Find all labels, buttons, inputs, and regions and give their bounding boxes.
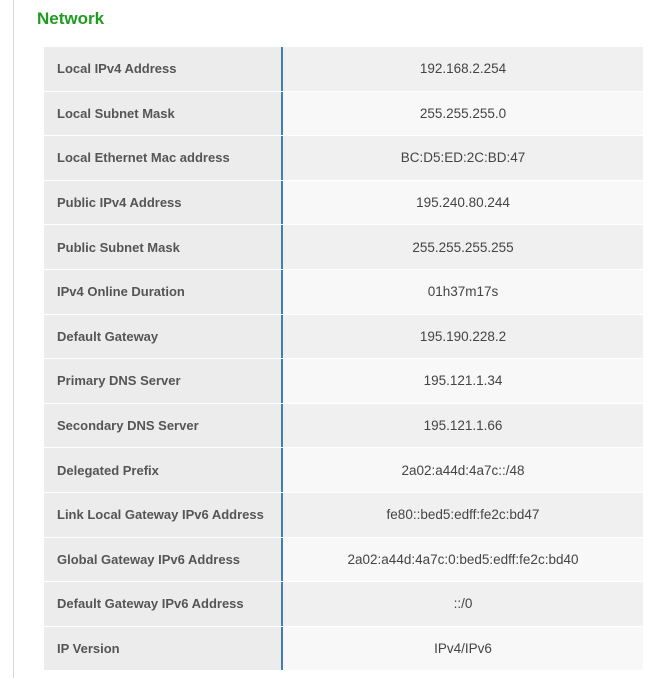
table-row-local-subnet (44, 92, 643, 137)
row-value: 192.168.2.254 (283, 47, 643, 91)
table-row-primary-dns (44, 359, 643, 404)
left-border-line (13, 0, 14, 678)
row-label: IPv4 Online Duration (44, 270, 283, 314)
table-row-link-local-gateway-ipv6 (44, 493, 643, 538)
row-label: Local Ethernet Mac address (44, 136, 283, 180)
table-row-secondary-dns (44, 404, 643, 449)
table-row-local-mac (44, 136, 643, 181)
row-value: 01h37m17s (283, 270, 643, 314)
row-label: Public Subnet Mask (44, 225, 283, 269)
table-row-delegated-prefix (44, 448, 643, 493)
row-value: BC:D5:ED:2C:BD:47 (283, 136, 643, 180)
row-value: 2a02:a44d:4a7c::/48 (283, 448, 643, 492)
row-value: ::/0 (283, 582, 643, 626)
row-value: 195.240.80.244 (283, 181, 643, 225)
section-title: Network (37, 9, 105, 28)
row-value: 195.190.228.2 (283, 315, 643, 359)
table-row-default-gateway-ipv6 (44, 582, 643, 627)
row-value: fe80::bed5:edff:fe2c:bd47 (283, 493, 643, 537)
row-label: Public IPv4 Address (44, 181, 283, 225)
row-label: Default Gateway IPv6 Address (44, 582, 283, 626)
row-value: 255.255.255.0 (283, 92, 643, 136)
row-label: IP Version (44, 627, 283, 671)
row-value: 255.255.255.255 (283, 225, 643, 269)
table-row-public-subnet (44, 225, 643, 270)
row-label: Local Subnet Mask (44, 92, 283, 136)
row-label: Delegated Prefix (44, 448, 283, 492)
row-value: IPv4/IPv6 (283, 627, 643, 671)
table-row-global-gateway-ipv6 (44, 538, 643, 583)
table-row-default-gateway (44, 315, 643, 360)
row-label: Primary DNS Server (44, 359, 283, 403)
row-label: Secondary DNS Server (44, 404, 283, 448)
row-label: Local IPv4 Address (44, 47, 283, 91)
row-label: Global Gateway IPv6 Address (44, 538, 283, 582)
network-info-table (44, 47, 643, 671)
table-row-public-ipv4 (44, 181, 643, 226)
table-row-local-ipv4 (44, 47, 643, 92)
table-row-ip-version (44, 627, 643, 672)
row-value: 2a02:a44d:4a7c:0:bed5:edff:fe2c:bd40 (283, 538, 643, 582)
row-value: 195.121.1.66 (283, 404, 643, 448)
table-row-ipv4-duration (44, 270, 643, 315)
row-label: Link Local Gateway IPv6 Address (44, 493, 283, 537)
row-value: 195.121.1.34 (283, 359, 643, 403)
row-label: Default Gateway (44, 315, 283, 359)
